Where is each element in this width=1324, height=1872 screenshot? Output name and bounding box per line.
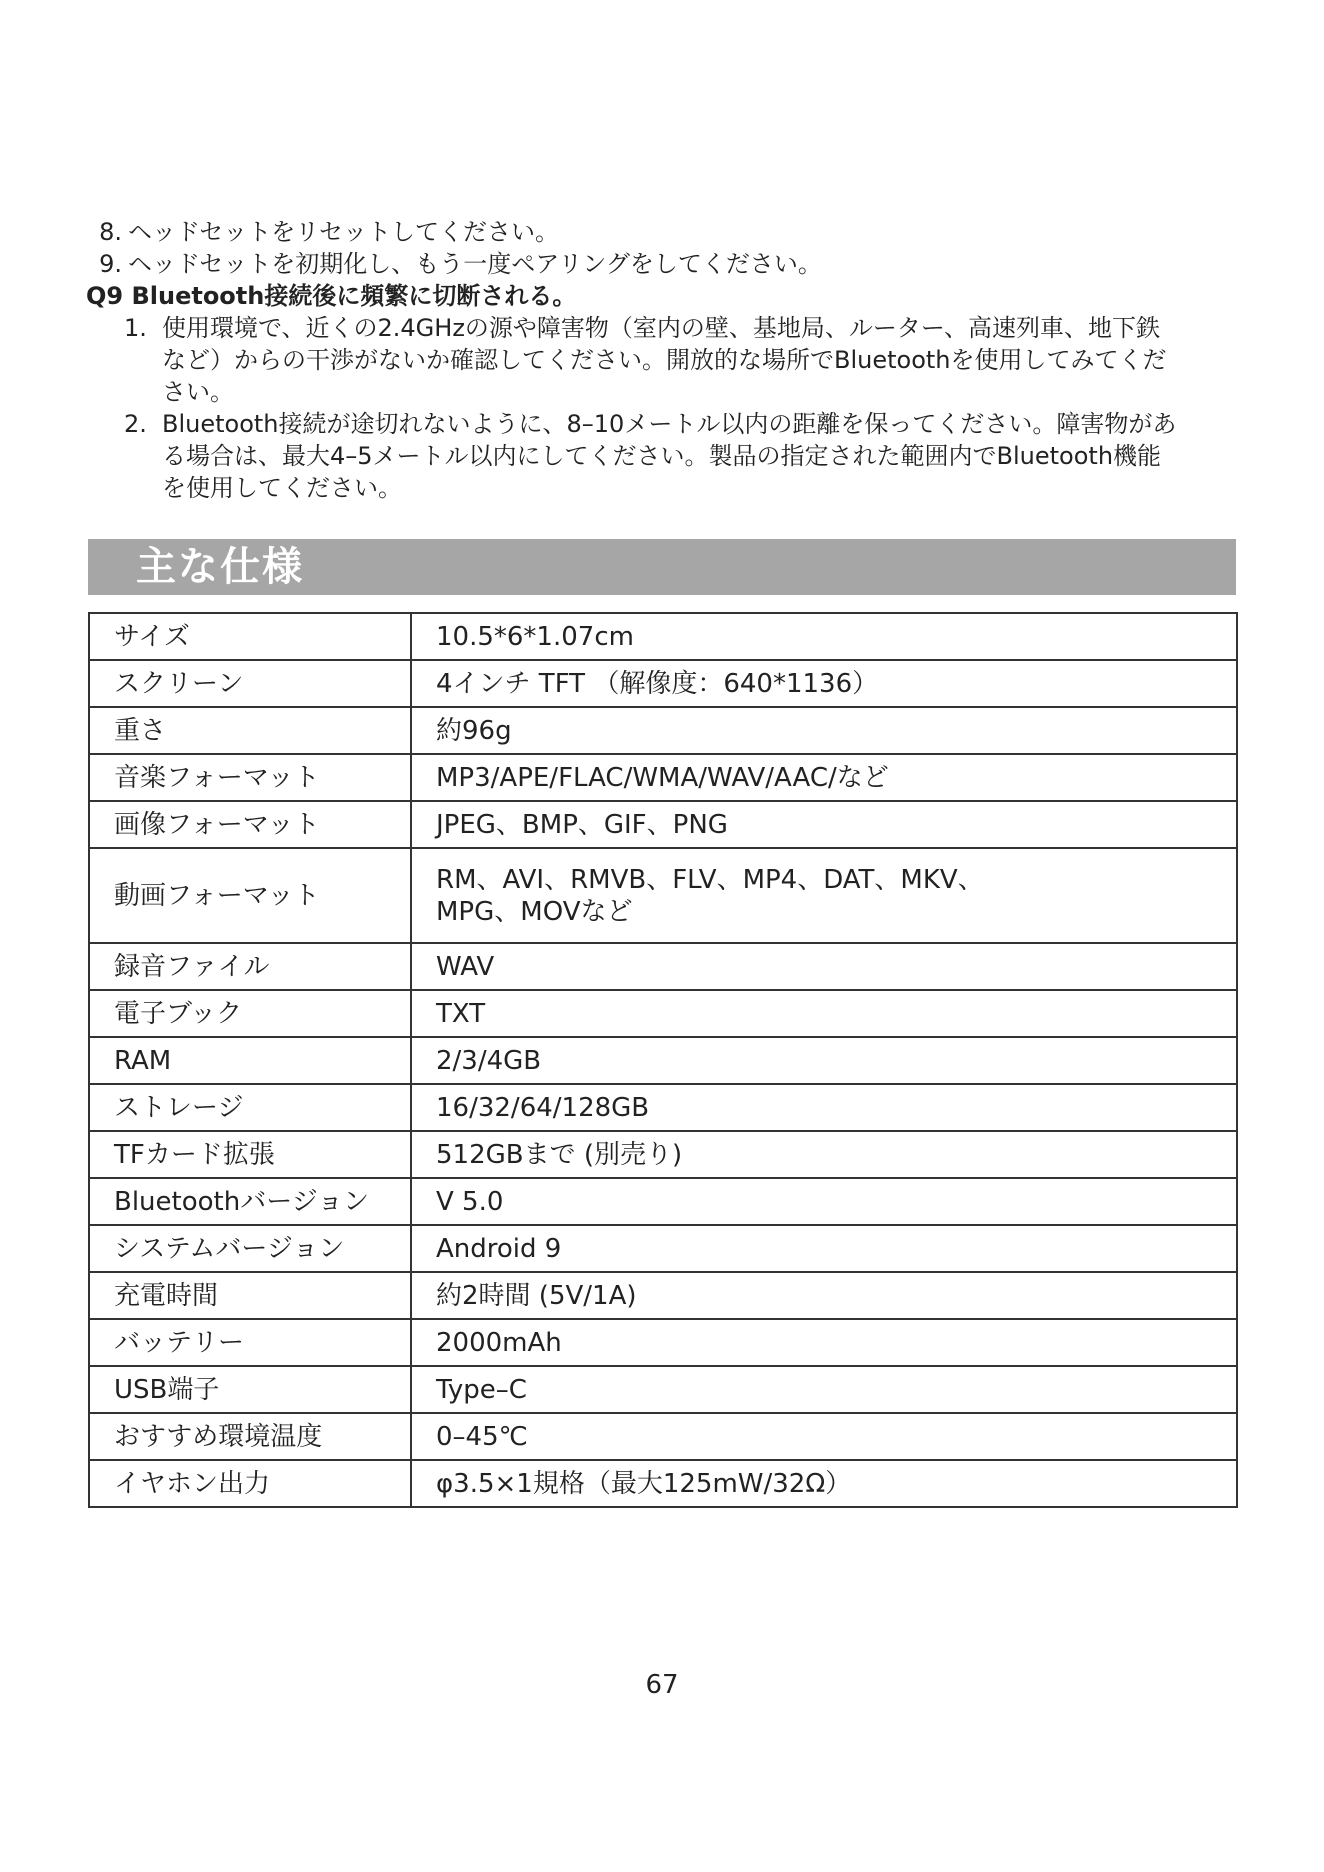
step-8 <box>88 216 1248 248</box>
spec-value: 0–45℃ <box>411 1413 1237 1460</box>
spec-key: Bluetoothバージョン <box>89 1178 411 1225</box>
spec-row <box>89 1178 1237 1225</box>
spec-key: 動画フォーマット <box>89 848 411 943</box>
spec-value: Type–C <box>411 1366 1237 1413</box>
answer-line: 使用環境で、近くの2.4GHzの源や障害物（室内の壁、基地局、ルーター、高速列車、地下鉄 <box>162 314 1160 342</box>
spec-value: 16/32/64/128GB <box>411 1084 1237 1131</box>
step-9 <box>88 248 1248 280</box>
spec-row <box>89 707 1237 754</box>
spec-key: 重さ <box>89 707 411 754</box>
answer-number: 2. <box>124 410 147 438</box>
spec-value: WAV <box>411 943 1237 990</box>
spec-row <box>89 990 1237 1037</box>
spec-key: 画像フォーマット <box>89 801 411 848</box>
spec-row <box>89 1225 1237 1272</box>
spec-key: USB端子 <box>89 1366 411 1413</box>
spec-value: 512GBまで (別売り) <box>411 1131 1237 1178</box>
spec-key: スクリーン <box>89 660 411 707</box>
spec-value: 約96g <box>411 707 1237 754</box>
spec-row <box>89 1413 1237 1460</box>
spec-row <box>89 1037 1237 1084</box>
spec-key: イヤホン出力 <box>89 1460 411 1507</box>
spec-value <box>411 848 1237 943</box>
spec-row <box>89 1272 1237 1319</box>
spec-key: 録音ファイル <box>89 943 411 990</box>
spec-row <box>89 1366 1237 1413</box>
spec-value: 2/3/4GB <box>411 1037 1237 1084</box>
spec-row <box>89 613 1237 660</box>
spec-value: 4インチ TFT （解像度：640*1136） <box>411 660 1237 707</box>
spec-value: JPEG、BMP、GIF、PNG <box>411 801 1237 848</box>
spec-row <box>89 660 1237 707</box>
spec-value: Android 9 <box>411 1225 1237 1272</box>
spec-key: 音楽フォーマット <box>89 754 411 801</box>
spec-row <box>89 1131 1237 1178</box>
spec-row <box>89 1084 1237 1131</box>
spec-value-line: RM、AVI、RMVB、FLV、MP4、DAT、MKV、 <box>436 864 984 895</box>
spec-row <box>89 801 1237 848</box>
spec-key: RAM <box>89 1037 411 1084</box>
spec-key: 電子ブック <box>89 990 411 1037</box>
spec-value: 約2時間 (5V/1A) <box>411 1272 1237 1319</box>
spec-row <box>89 848 1237 943</box>
spec-row <box>89 1460 1237 1507</box>
step-text: ヘッドセットを初期化し、もう一度ペアリングをしてください。 <box>128 250 822 278</box>
step-text: ヘッドセットをリセットしてください。 <box>128 218 560 246</box>
troubleshooting-text <box>88 216 1248 504</box>
spec-value: 10.5*6*1.07cm <box>411 613 1237 660</box>
spec-key: サイズ <box>89 613 411 660</box>
spec-key: システムバージョン <box>89 1225 411 1272</box>
step-number: 9. <box>99 250 122 278</box>
answer-line: Bluetooth接続が途切れないように、8–10メートル以内の距離を保ってください。障害物があ <box>162 410 1177 438</box>
spec-value: 2000mAh <box>411 1319 1237 1366</box>
spec-value: MP3/APE/FLAC/WMA/WAV/AAC/など <box>411 754 1237 801</box>
spec-key: バッテリー <box>89 1319 411 1366</box>
spec-key: 充電時間 <box>89 1272 411 1319</box>
section-title: 主な仕様 <box>136 544 304 590</box>
section-header-bar <box>88 539 1236 595</box>
answer-line: を使用してください。 <box>162 474 402 502</box>
spec-value: φ3.5×1規格（最大125mW/32Ω） <box>411 1460 1237 1507</box>
spec-value: V 5.0 <box>411 1178 1237 1225</box>
q9-answer-2 <box>88 408 1248 504</box>
q9-answer-1 <box>88 312 1248 408</box>
answer-line: る場合は、最大4–5メートル以内にしてください。製品の指定された範囲内でBluetooth機能 <box>162 442 1162 470</box>
spec-key: おすすめ環境温度 <box>89 1413 411 1460</box>
spec-row <box>89 1319 1237 1366</box>
spec-value-line: MPG、MOVなど <box>436 896 633 927</box>
spec-key: ストレージ <box>89 1084 411 1131</box>
answer-line: など）からの干渉がないか確認してください。開放的な場所でBluetoothを使用してみてくだ <box>162 346 1167 374</box>
spec-row <box>89 754 1237 801</box>
answer-number: 1. <box>124 314 147 342</box>
spec-key: TFカード拡張 <box>89 1131 411 1178</box>
q9-heading: Q9 Bluetooth接続後に頻繁に切断される。 <box>86 282 577 310</box>
page-number: 67 <box>645 1670 679 1700</box>
step-number: 8. <box>99 218 122 246</box>
spec-row <box>89 943 1237 990</box>
spec-table <box>88 612 1238 1508</box>
answer-line: さい。 <box>162 378 234 406</box>
spec-value: TXT <box>411 990 1237 1037</box>
